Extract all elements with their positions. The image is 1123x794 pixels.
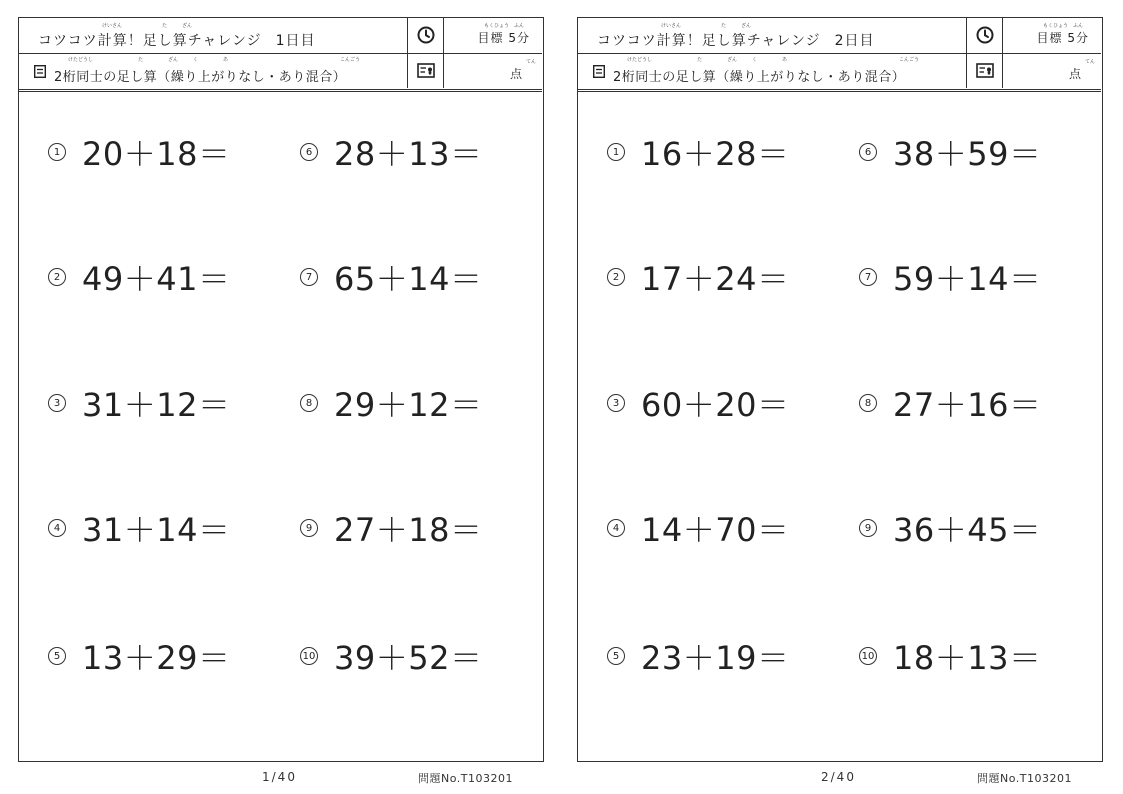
page-subtitle: 2桁同士の足し算（繰り上がりなし・あり混合） — [54, 70, 347, 85]
title-ruby-keisan: けいさん — [661, 23, 682, 29]
title-ruby-zan: ざん — [741, 23, 752, 29]
problem-number: 9 — [300, 519, 318, 537]
day-label: 1日目 — [275, 33, 316, 49]
problem-number: 10 — [859, 647, 877, 665]
problem-item — [607, 508, 789, 548]
problem-item — [48, 508, 230, 548]
problem-item — [607, 132, 789, 172]
problem-id: 問題No.T103201 — [977, 772, 1072, 785]
problem-id: 問題No.T103201 — [418, 772, 513, 785]
problem-number: 7 — [300, 268, 318, 286]
problem-expression: 17＋24＝ — [641, 260, 790, 298]
problem-expression: 13＋29＝ — [82, 639, 231, 677]
subtitle-ruby-a: あ — [782, 57, 788, 63]
problem-expression: 28＋13＝ — [334, 135, 483, 173]
problem-item — [859, 383, 1041, 423]
problem-expression: 38＋59＝ — [893, 135, 1042, 173]
problem-expression: 49＋41＝ — [82, 260, 231, 298]
goal-cell — [1003, 17, 1101, 53]
problem-number: 3 — [607, 394, 625, 412]
goal-time: 目標 5分 — [1036, 31, 1089, 45]
page-title — [38, 30, 316, 50]
problem-number: 9 — [859, 519, 877, 537]
problem-number: 1 — [607, 143, 625, 161]
problem-number: 5 — [607, 647, 625, 665]
score-ruby: てん — [1085, 59, 1096, 65]
problem-expression: 36＋45＝ — [893, 511, 1042, 549]
problem-item — [48, 132, 230, 172]
problem-expression: 14＋70＝ — [641, 511, 790, 549]
problem-expression: 27＋18＝ — [334, 511, 483, 549]
problem-item — [859, 636, 1041, 676]
score-cell — [444, 53, 542, 88]
list-icon — [34, 65, 46, 78]
page-title — [597, 30, 875, 50]
subtitle-cell — [577, 53, 967, 88]
subtitle-ruby-ku: く — [193, 57, 199, 63]
worksheet-header — [18, 17, 542, 92]
worksheet-header — [577, 17, 1101, 92]
problem-expression: 23＋19＝ — [641, 639, 790, 677]
problem-item — [859, 132, 1041, 172]
goal-ruby: もくひょう ふん — [484, 23, 525, 29]
problem-item — [300, 383, 482, 423]
problem-number: 8 — [859, 394, 877, 412]
problem-expression: 39＋52＝ — [334, 639, 483, 677]
problem-expression: 16＋28＝ — [641, 135, 790, 173]
subtitle-ruby-kongou: こんごう — [340, 57, 361, 63]
title-cell — [18, 17, 408, 53]
problem-item — [607, 636, 789, 676]
problem-number: 4 — [607, 519, 625, 537]
subtitle-ruby-a: あ — [223, 57, 229, 63]
title-cell — [577, 17, 967, 53]
page-number: 2/40 — [821, 770, 856, 784]
title-label: コツコツ計算！足し算チャレンジ — [597, 33, 821, 49]
problem-item — [300, 257, 482, 297]
subtitle-ruby-ta: た — [697, 57, 703, 63]
score-label: 点 — [509, 67, 522, 81]
problem-expression: 59＋14＝ — [893, 260, 1042, 298]
problem-item — [48, 257, 230, 297]
subtitle-ruby-zan: ざん — [168, 57, 179, 63]
problem-expression: 20＋18＝ — [82, 135, 231, 173]
page-subtitle: 2桁同士の足し算（繰り上がりなし・あり混合） — [613, 70, 906, 85]
problem-item — [300, 508, 482, 548]
subtitle-ruby-ku: く — [752, 57, 758, 63]
worksheet-day-2 — [577, 17, 1103, 762]
subtitle-cell — [18, 53, 408, 88]
title-ruby-keisan: けいさん — [102, 23, 123, 29]
problem-number: 6 — [859, 143, 877, 161]
problem-number: 5 — [48, 647, 66, 665]
problem-number: 3 — [48, 394, 66, 412]
problem-expression: 60＋20＝ — [641, 386, 790, 424]
problem-number: 7 — [859, 268, 877, 286]
title-ruby-ta: た — [162, 23, 168, 29]
score-label: 点 — [1068, 67, 1081, 81]
problem-expression: 18＋13＝ — [893, 639, 1042, 677]
title-label: コツコツ計算！足し算チャレンジ — [38, 33, 262, 49]
problem-number: 2 — [48, 268, 66, 286]
score-icon-cell — [408, 53, 444, 88]
problem-number: 8 — [300, 394, 318, 412]
score-card-icon — [417, 63, 435, 78]
clock-icon — [417, 26, 435, 44]
problem-item — [300, 132, 482, 172]
problem-item — [48, 636, 230, 676]
problem-item — [607, 383, 789, 423]
title-ruby-zan: ざん — [182, 23, 193, 29]
score-card-icon — [976, 63, 994, 78]
subtitle-ruby-zan: ざん — [727, 57, 738, 63]
list-icon — [593, 65, 605, 78]
subtitle-ruby-ketadoushi: けたどうし — [68, 57, 94, 63]
problem-item — [607, 257, 789, 297]
goal-time: 目標 5分 — [477, 31, 530, 45]
subtitle-ruby-kongou: こんごう — [899, 57, 920, 63]
score-ruby: てん — [526, 59, 537, 65]
problem-item — [48, 383, 230, 423]
problem-expression: 27＋16＝ — [893, 386, 1042, 424]
goal-cell — [444, 17, 542, 53]
score-icon-cell — [967, 53, 1003, 88]
worksheet-day-1 — [18, 17, 544, 762]
problem-number: 10 — [300, 647, 318, 665]
problem-item — [300, 636, 482, 676]
subtitle-ruby-ta: た — [138, 57, 144, 63]
problem-number: 6 — [300, 143, 318, 161]
clock-icon-cell — [408, 17, 444, 53]
problem-item — [859, 257, 1041, 297]
problem-expression: 31＋12＝ — [82, 386, 231, 424]
goal-ruby: もくひょう ふん — [1043, 23, 1084, 29]
problem-item — [859, 508, 1041, 548]
score-cell — [1003, 53, 1101, 88]
problem-number: 2 — [607, 268, 625, 286]
title-ruby-ta: た — [721, 23, 727, 29]
problem-expression: 31＋14＝ — [82, 511, 231, 549]
subtitle-ruby-ketadoushi: けたどうし — [627, 57, 653, 63]
clock-icon — [976, 26, 994, 44]
problem-number: 1 — [48, 143, 66, 161]
problem-number: 4 — [48, 519, 66, 537]
problem-expression: 29＋12＝ — [334, 386, 483, 424]
page-number: 1/40 — [262, 770, 297, 784]
problem-expression: 65＋14＝ — [334, 260, 483, 298]
clock-icon-cell — [967, 17, 1003, 53]
day-label: 2日目 — [834, 33, 875, 49]
